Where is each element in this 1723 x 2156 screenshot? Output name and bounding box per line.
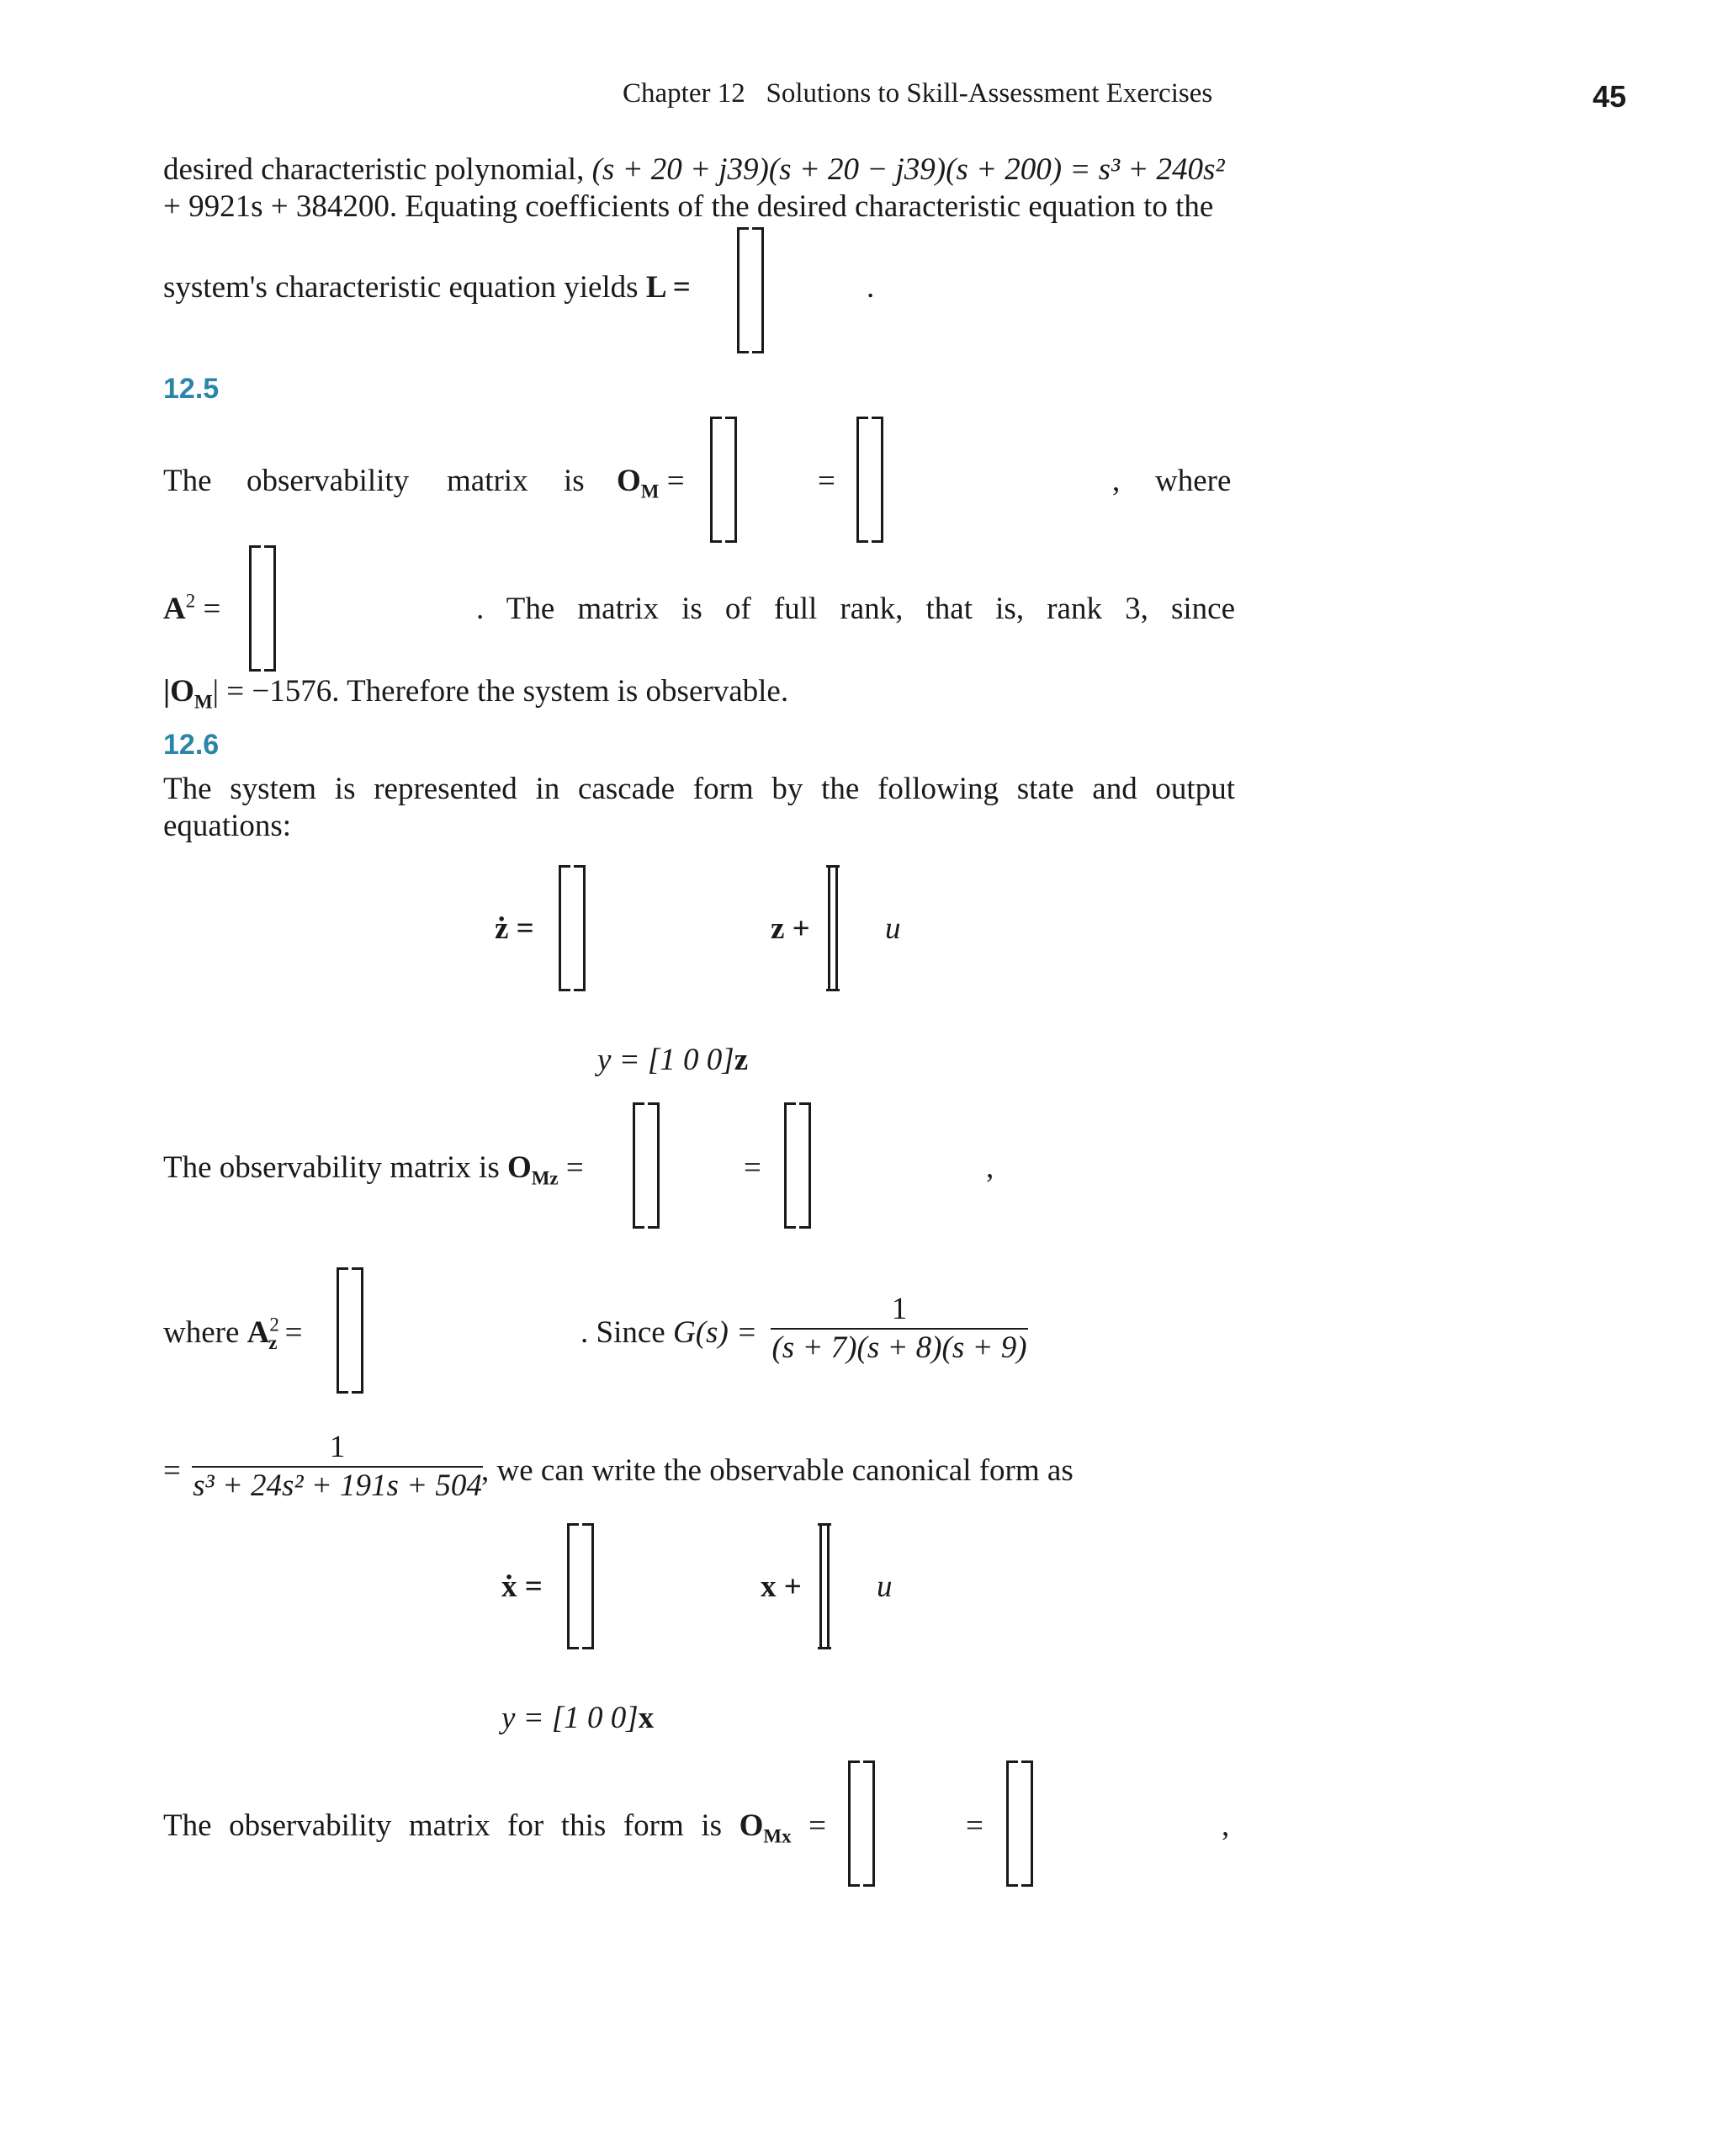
zdot-label: ż =	[495, 911, 534, 946]
equals-leading: =	[163, 1453, 181, 1488]
p1-line1: desired characteristic polynomial, (s + 20 + j39)(s + 20 − j39)(s + 200) = s³ + 240s²	[163, 152, 1225, 187]
where-Az2-label: where $A^2_z$ =	[163, 1314, 303, 1354]
om-sentence-observability: observability	[247, 464, 410, 498]
period: .	[867, 270, 875, 305]
where-word: where	[1155, 464, 1232, 498]
char-poly-expression: (s + 20 + j39)(s + 20 − j39)(s + 200) = s³ + 240s²	[591, 152, 1225, 187]
u-symbol: u	[885, 911, 901, 946]
Az2-matrix	[337, 1267, 363, 1394]
Az-matrix	[559, 865, 586, 991]
OMz-numeric-matrix	[784, 1102, 811, 1229]
G-fraction: $\frac{1}{(s + 7)(s + 8)(s + 9)}$	[771, 1291, 1028, 1367]
output-eq-x: y = [1 0 0]x	[501, 1701, 655, 1735]
cascade-intro: The system is represented in cascade form by the following state and output equations:	[163, 772, 1235, 843]
OMz-symbolic-matrix	[633, 1102, 660, 1229]
OMx-numeric-matrix	[1006, 1760, 1033, 1887]
since-text: . Since	[581, 1315, 665, 1350]
comma: ,	[986, 1150, 994, 1185]
section-12-5-heading: 12.5	[163, 373, 220, 405]
om-sentence-is: is	[564, 464, 585, 498]
p1-line3: system's characteristic equation yields L =	[163, 270, 691, 305]
det-sentence: $|O_M| = -1576$. Therefore the system is observable.	[163, 674, 789, 713]
comma: ,	[1222, 1808, 1230, 1843]
canonical-text: , we can write the observable canonical form as	[481, 1453, 1074, 1488]
page-number: 45	[1593, 79, 1627, 114]
A2-matrix	[249, 545, 276, 672]
chapter-label: Chapter 12	[623, 78, 745, 109]
OM-label: $O_M$ =	[617, 464, 685, 502]
L-vector	[737, 227, 764, 353]
equals: =	[818, 464, 835, 498]
p1-line2: + 9921s + 384200. Equating coefficients of the desired characteristic equation to the	[163, 189, 1214, 224]
comma: ,	[1112, 464, 1121, 498]
rank-sentence: . The matrix is of full rank, that is, rank 3, since	[476, 592, 1235, 626]
xdot-label: ẋ =	[501, 1569, 543, 1604]
G-label: G(s) =	[673, 1315, 757, 1350]
equals: =	[966, 1808, 983, 1843]
L-label: L =	[645, 270, 691, 305]
Bx-vector	[819, 1523, 830, 1649]
om-sentence-matrix: matrix	[447, 464, 528, 498]
OM-symbolic-matrix	[710, 417, 737, 543]
OM-numeric-matrix	[856, 417, 883, 543]
OMx-symbolic-matrix	[848, 1760, 875, 1887]
om-sentence-the: The	[163, 464, 212, 498]
Bz-vector	[828, 865, 838, 991]
equals: =	[744, 1150, 761, 1185]
A2-label: $A^2$ =	[163, 590, 221, 626]
OMz-sentence: The observability matrix is $O_{Mz}$ =	[163, 1150, 584, 1189]
x-plus: x +	[761, 1569, 802, 1604]
section-12-6-heading: 12.6	[163, 729, 220, 761]
z-plus: z +	[771, 911, 810, 946]
output-eq-z: y = [1 0 0]z	[597, 1043, 749, 1077]
Ax-matrix	[567, 1523, 594, 1649]
running-header	[623, 77, 1212, 111]
G-expanded-fraction: $\frac{1}{\text{s³ + 24s² + 191s + 504}}$	[192, 1429, 483, 1505]
OMx-sentence: The observability matrix for this form is $O_{Mx}$ =	[163, 1808, 827, 1847]
u-symbol: u	[877, 1569, 893, 1604]
chapter-title: Solutions to Skill-Assessment Exercises	[766, 78, 1213, 109]
